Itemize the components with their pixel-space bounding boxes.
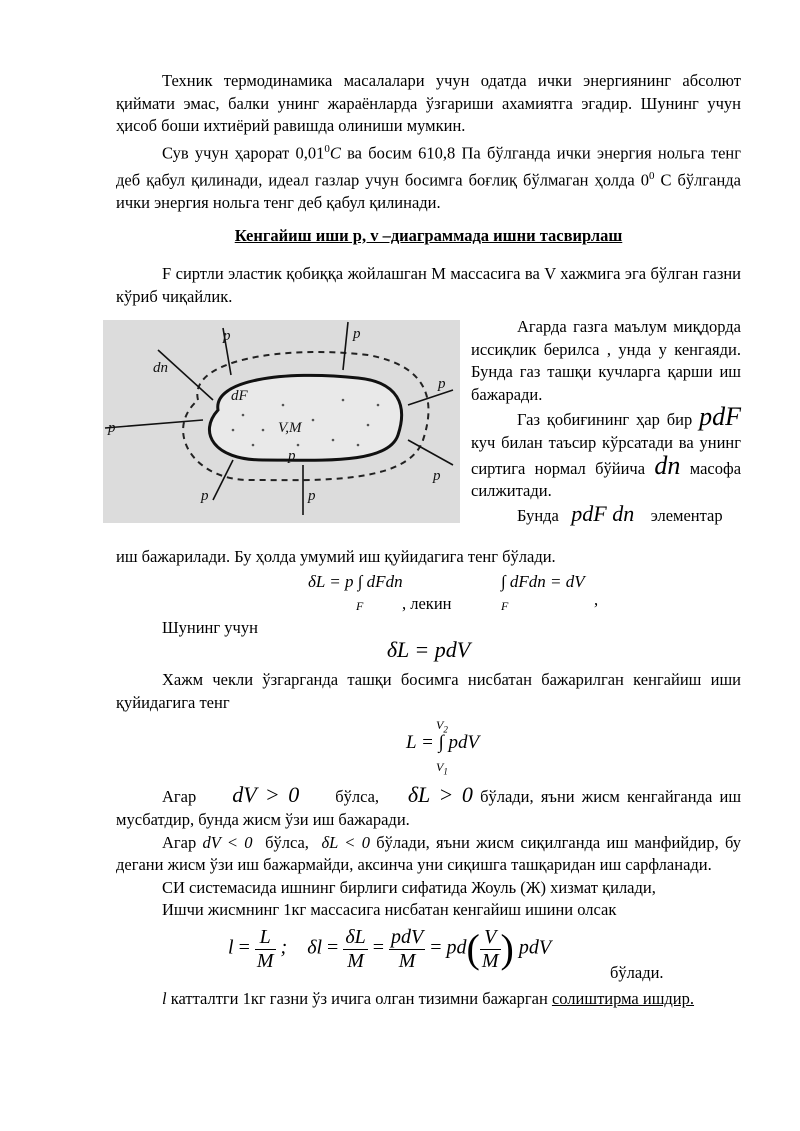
paragraph-positive-work: Агар dV > 0 бўлса, δL > 0 бўлади, яъни жисм кенгайганда иш мусбатдир, бунда жисм ўзи иш бажаради. xyxy=(116,782,742,829)
paragraph-specific-work: l катталтги 1кг газни ўз ичига олган тизимни бажарган солиштирма ишдир. xyxy=(162,988,695,1008)
paragraph-specific: Ишчи жисмнинг 1кг массасига нисбатан кенгайиш ишини олсак xyxy=(162,900,617,920)
paragraph-finite-volume: Хажм чекли ўзгарганда ташқи босимга нисбатан бажарилган кенгайиш иши қуйидагига тенг xyxy=(116,670,741,712)
p-label-6: p xyxy=(201,488,209,504)
p-label-3: p xyxy=(353,326,361,342)
p-label-5: p xyxy=(433,468,441,484)
p-label-4: p xyxy=(438,376,446,392)
vm-label: V,M xyxy=(278,420,302,436)
p-label-1: p xyxy=(223,328,231,344)
document-page xyxy=(116,70,741,308)
p-label-7: p xyxy=(308,488,316,504)
paragraph-negative-work: Агар dV < 0 бўлса, δL < 0 бўлади, яъни жисм сиқилганда иш манфийдир, бу дегани жисм ўзи иш бажармайди, аксинча уни сиқишга ташқаридан иш сарфланади. xyxy=(116,832,742,875)
gas-shell-diagram xyxy=(103,320,460,523)
gas-shell-figure xyxy=(103,320,460,523)
paragraph-zero-point: Сув учун ҳарорат 0,01$^0$C ва босим 610,8 Па бўлганда ички энергия нольга тенг деб қабул қилинади, идеал газлар учун босимга боғлиқ бўлмаган ҳолда $0^0$ С бўлганда ички энергия нольга тенг деб қабул қилинади. xyxy=(116,142,742,212)
df-label: dF xyxy=(231,388,248,404)
paragraph-force: Газ қобиғининг ҳар бир pdF куч билан таъсир кўрсатади ва унинг сиртига нормал бўйича dn масофа силжитади. xyxy=(471,402,742,501)
document-page-lower xyxy=(116,546,741,1011)
equation-3: δL = pdV xyxy=(386,637,471,663)
paragraph-gas: F сиртли эластик қобиққа жойлашган М массасига ва V хажмига эга бўлган газни кўриб чиқайлик. xyxy=(116,264,741,306)
dn-label: dn xyxy=(153,360,168,376)
paragraph-elementary: Бунда pdF dn элементар xyxy=(517,500,723,526)
equation-5: l = $\frac{L}{M}$ ; δl = $\frac{\delta L}{M}$ = $\frac{\text{pdV}}{M}$ = pd( $\frac{V}{M}$ ) pdV бўлади. xyxy=(228,925,664,982)
paragraph-intro: Техник термодинамика масалалари учун одатда ички энергиянинг абсолют қиймати эмас, балки унинг жараёнларда ўзгариши ахамиятга эгадир. Шунинг учун ҳисоб боши ихтиёрий равишда олиниши мумкин. xyxy=(116,71,741,136)
paragraph-therefore: Шунинг учун xyxy=(162,617,258,637)
p-label-2: p xyxy=(108,420,116,436)
p-label-8: p xyxy=(288,448,296,464)
section-heading: Кенгайиш иши p, v –диаграммада ишни тасвирлаш xyxy=(234,225,623,245)
paragraph-total-work: иш бажарилади. Бу ҳолда умумий иш қуйидагига тенг бўлади. xyxy=(116,547,556,566)
paragraph-heat: Агарда газга маълум миқдорда иссиқлик берилса , унда у кенгаяди. Бунда газ ташқи кучларга қарши иш бажаради. xyxy=(471,317,741,404)
equation-4: $V_2$ L = ∫ pdV $V_1$ xyxy=(406,718,480,777)
paragraph-si-unit: СИ системасида ишнинг бирлиги сифатида Жоуль (Ж) хизмат қилади, xyxy=(162,877,656,897)
equation-1: δL = p ∫ dFdn F , лекин ∫ dFdn = dV F , xyxy=(308,571,599,613)
figure-side-text xyxy=(471,316,741,527)
